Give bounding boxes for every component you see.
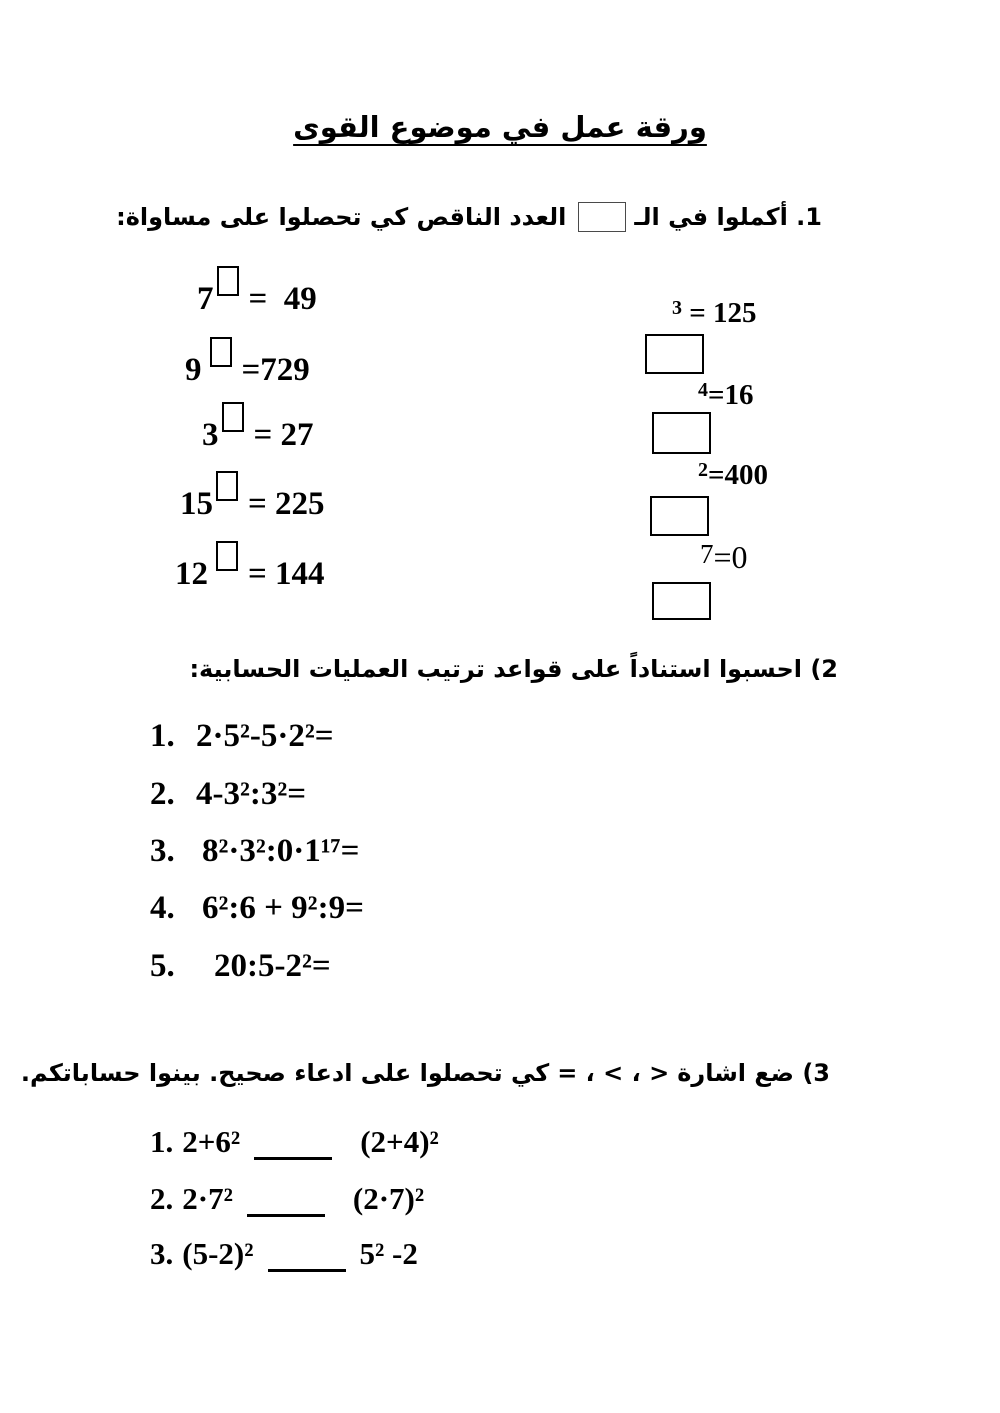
- power-equation-block: [650, 459, 768, 536]
- q3-instruction-end: كي تحصلوا على ادعاء صحيح. بينوا حساباتكم.: [20, 1059, 550, 1087]
- q1-instruction-answer-box[interactable]: [578, 202, 626, 232]
- equation-exponent: 2: [698, 459, 708, 481]
- item-number: 4.: [150, 890, 175, 926]
- equation-base: 3: [202, 417, 219, 453]
- right-expression: (2+4)²: [360, 1124, 439, 1159]
- comparison-blank[interactable]: [268, 1269, 346, 1272]
- power-equation-block: [645, 297, 757, 374]
- power-equation-block: [652, 539, 748, 620]
- item-number: 2.: [150, 1181, 174, 1216]
- item-number: 1.: [150, 718, 175, 754]
- equation-result: =0: [713, 539, 748, 575]
- power-equation-row: [185, 352, 310, 389]
- math-expression: 2·5²-5·2²=: [196, 718, 334, 754]
- equation-base: 12: [175, 556, 208, 592]
- item-number: 5.: [150, 948, 175, 984]
- exponent-answer-box[interactable]: [216, 471, 238, 501]
- equation-result: = 49: [248, 281, 317, 317]
- comparison-blank[interactable]: [247, 1214, 325, 1217]
- comparison-signs: = ، < ، >: [557, 1059, 670, 1087]
- math-expression: 4-3²:3²=: [196, 776, 307, 812]
- base-answer-box[interactable]: [652, 412, 711, 454]
- q1-instruction: [116, 202, 822, 232]
- q3-instruction: [21, 1059, 830, 1087]
- left-expression: 2+6²: [182, 1124, 241, 1159]
- list-item: [150, 718, 334, 755]
- power-equation-row: [175, 556, 325, 593]
- comparison-row: [150, 1181, 424, 1217]
- math-expression: 20:5-2²=: [214, 948, 331, 984]
- right-expression: 5² -2: [359, 1236, 418, 1271]
- item-number: 1.: [150, 1124, 174, 1159]
- item-number: 3.: [150, 833, 175, 869]
- exponent-answer-box[interactable]: [216, 541, 238, 571]
- equation-result: = 225: [248, 486, 325, 522]
- list-item: [150, 890, 364, 927]
- equation-exponent: 4: [698, 379, 708, 401]
- item-number: 3.: [150, 1236, 174, 1271]
- equation-base: 9: [185, 352, 202, 388]
- equation-base: 15: [180, 486, 213, 522]
- math-expression: 8²·3²:0·1¹⁷=: [202, 833, 360, 869]
- equation-result: = 125: [682, 297, 757, 329]
- q1-instruction-start: 1. أكملوا في الـ: [634, 203, 822, 231]
- equation-result: = 27: [253, 417, 314, 453]
- item-number: 2.: [150, 776, 175, 812]
- exponent-answer-box[interactable]: [210, 337, 232, 367]
- q2-instruction: [189, 655, 838, 683]
- power-equation-block: [652, 379, 754, 454]
- base-answer-box[interactable]: [645, 334, 704, 374]
- left-expression: (5-2)²: [182, 1236, 254, 1271]
- equation-result: = 144: [248, 556, 325, 592]
- list-item: [150, 776, 306, 813]
- equation-result: =16: [708, 379, 754, 411]
- exponent-answer-box[interactable]: [222, 402, 244, 432]
- list-item: [150, 833, 359, 870]
- base-answer-box[interactable]: [650, 496, 709, 536]
- comparison-row: [150, 1124, 439, 1160]
- equation-result: =729: [241, 352, 310, 388]
- q2-instruction-text: 2) احسبوا استناداً على قواعد ترتيب العمليات الحسابية:: [189, 655, 838, 683]
- exponent-answer-box[interactable]: [217, 266, 239, 296]
- q3-instruction-start: 3) ضع اشارة: [677, 1059, 830, 1087]
- list-item: [150, 948, 331, 985]
- power-equation-row: [180, 486, 325, 523]
- comparison-row: [150, 1236, 418, 1272]
- right-expression: (2·7)²: [352, 1181, 425, 1216]
- equation-exponent: 3: [672, 297, 682, 319]
- left-expression: 2·7²: [182, 1181, 233, 1216]
- equation-exponent: 7: [700, 539, 714, 569]
- q1-instruction-end: العدد الناقص كي تحصلوا على مساواة:: [116, 203, 567, 231]
- power-equation-row: [202, 417, 314, 454]
- page-title: ورقة عمل في موضوع القوى: [293, 110, 707, 144]
- base-answer-box[interactable]: [652, 582, 711, 620]
- equation-result: =400: [708, 459, 769, 491]
- equation-base: 7: [197, 281, 214, 317]
- math-expression: 6²:6 + 9²:9=: [202, 890, 364, 926]
- power-equation-row: [197, 281, 317, 318]
- comparison-blank[interactable]: [254, 1157, 332, 1160]
